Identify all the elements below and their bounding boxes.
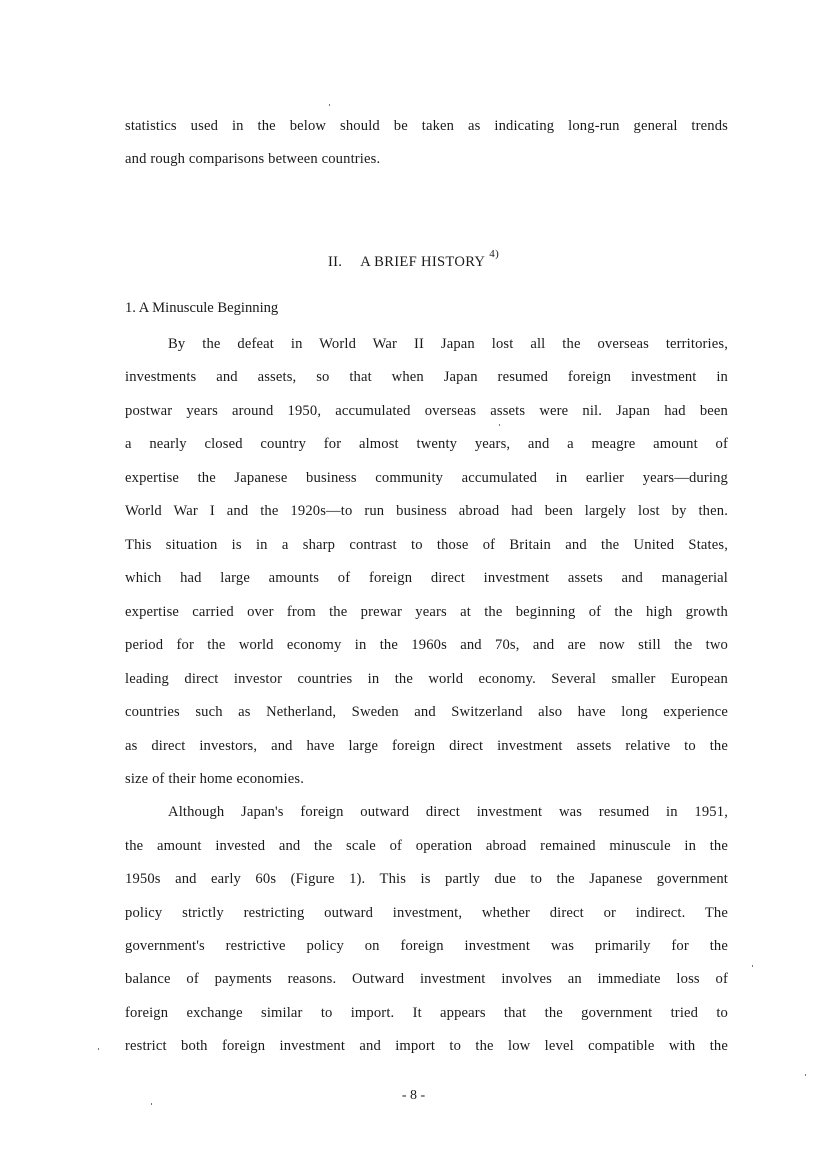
paragraph-line: expertise carried over from the prewar years at the beginning of the high growth [125, 604, 728, 620]
paragraph-line: This situation is in a sharp contrast to those of Britain and the United States, [125, 537, 728, 553]
subsection-title: 1. A Minuscule Beginning [125, 300, 279, 316]
paragraph-line: foreign exchange similar to import. It appears that the government tried to [125, 1005, 728, 1021]
paragraph-line: By the defeat in World War II Japan lost all the overseas territories, [168, 336, 728, 352]
paragraph-line: balance of payments reasons. Outward investment involves an immediate loss of [125, 971, 728, 987]
page-number: - 8 - [401, 1088, 426, 1103]
intro-line: and rough comparisons between countries. [125, 151, 381, 167]
section-heading [0, 247, 827, 272]
footnote-marker: 4) [489, 248, 500, 260]
paragraph-line: Although Japan's foreign outward direct investment was resumed in 1951, [168, 804, 728, 820]
scan-speck [805, 1074, 806, 1076]
paragraph-line: a nearly closed country for almost twenty years, and a meagre amount of [125, 436, 728, 452]
paragraph-line: World War I and the 1920s—to run business abroad had been largely lost by then. [125, 503, 728, 519]
paragraph-line: as direct investors, and have large foreign direct investment assets relative to the [125, 738, 728, 754]
paragraph-line: which had large amounts of foreign direct investment assets and managerial [125, 570, 728, 586]
scan-speck [98, 1048, 99, 1050]
paragraph-line: policy strictly restricting outward investment, whether direct or indirect. The [125, 905, 728, 921]
paragraph-line: investments and assets, so that when Japan resumed foreign investment in [125, 369, 728, 385]
paragraph-line: 1950s and early 60s (Figure 1). This is partly due to the Japanese government [125, 871, 728, 887]
scan-speck [329, 104, 330, 106]
section-numeral: II. [327, 253, 343, 270]
scan-speck [151, 1103, 152, 1105]
paragraph-line: period for the world economy in the 1960s and 70s, and are now still the two [125, 637, 728, 653]
section-title: A BRIEF HISTORY [360, 253, 486, 270]
paragraph-line: expertise the Japanese business community accumulated in earlier years—during [125, 470, 728, 486]
scan-speck [752, 965, 753, 967]
paragraph-line: leading direct investor countries in the world economy. Several smaller European [125, 671, 728, 687]
scan-speck [499, 424, 500, 426]
paragraph-line: size of their home economies. [125, 771, 305, 787]
paragraph-line: countries such as Netherland, Sweden and Switzerland also have long experience [125, 704, 728, 720]
intro-line: statistics used in the below should be taken as indicating long-run general trends [125, 118, 728, 134]
paragraph-line: restrict both foreign investment and import to the low level compatible with the [125, 1038, 728, 1054]
paragraph-line: government's restrictive policy on foreign investment was primarily for the [125, 938, 728, 954]
paragraph-line: the amount invested and the scale of operation abroad remained minuscule in the [125, 838, 728, 854]
paragraph-line: postwar years around 1950, accumulated overseas assets were nil. Japan had been [125, 403, 728, 419]
